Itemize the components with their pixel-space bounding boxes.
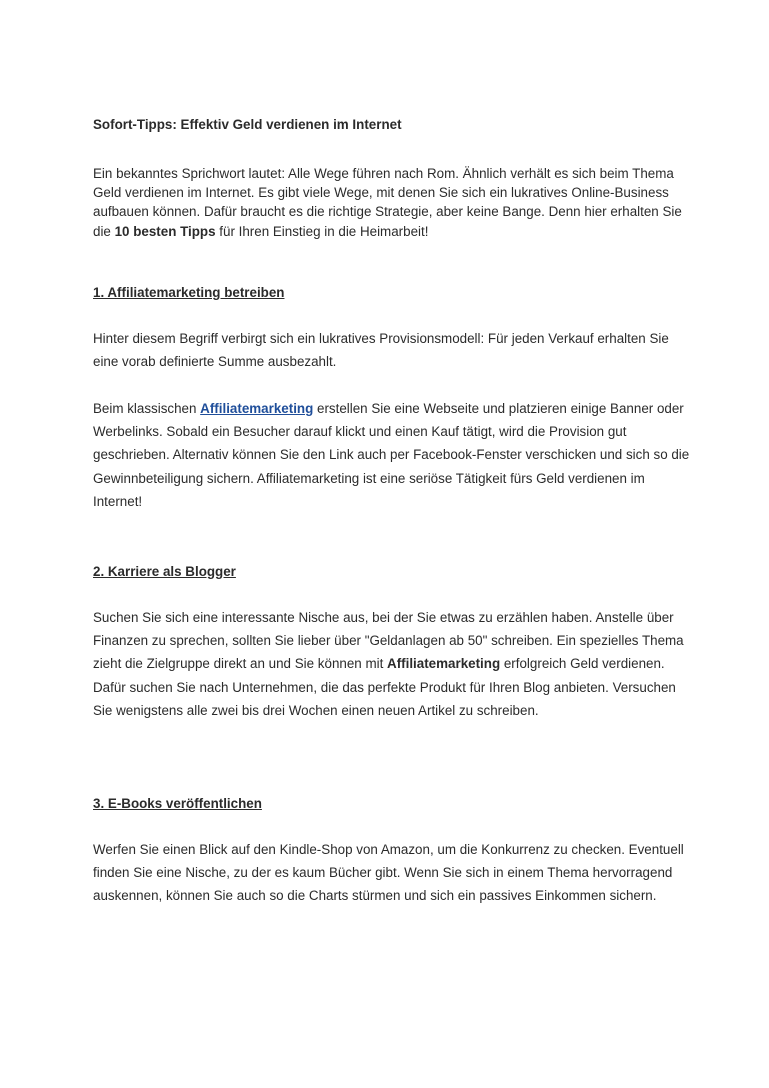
section-2-p1-after: erfolgreich Geld verdienen. Dafür suchen Sie nach Unternehmen, die das perfekte Produkt für Ihren Blog anbieten. Versuchen Sie wenigstens alle zwei bis drei Wochen einen neuen Artikel zu schreiben. <box>93 656 676 718</box>
intro-bold-text: 10 besten Tipps <box>114 223 216 239</box>
section-3-paragraph-1: Werfen Sie einen Blick auf den Kindle-Shop von Amazon, um die Konkurrenz zu checken. Eventuell finden Sie eine Nische, zu der es kaum Bücher gibt. Wenn Sie sich in einem Thema hervorragend auskennen, können Sie auch so die Charts stürmen und sich ein passives Einkommen sichern. <box>93 842 684 904</box>
intro-paragraph <box>93 164 693 241</box>
section-1-heading: 1. Affiliatemarketing betreiben <box>93 285 285 300</box>
section-1-paragraph-2 <box>93 397 693 513</box>
document-title: Sofort-Tipps: Effektiv Geld verdienen im Internet <box>93 117 402 132</box>
section-2-bold-text: Affiliatemarketing <box>387 656 501 672</box>
intro-text-after: für Ihren Einstieg in die Heimarbeit! <box>215 223 429 239</box>
section-2-heading: 2. Karriere als Blogger <box>93 564 236 579</box>
intro-text-before: Ein bekanntes Sprichwort lautet: Alle Wege führen nach Rom. Ähnlich verhält es sich beim Thema Geld verdienen im Internet. Es gibt viele Wege, mit denen Sie sich ein lukratives Online-Business aufbauen können. Dafür braucht es die richtige Strategie, aber keine Bange. Denn hier erhalten Sie die <box>93 166 682 239</box>
section-1-p2-before: Beim klassischen <box>93 401 201 416</box>
document-page <box>93 116 693 904</box>
section-3-heading: 3. E-Books veröffentlichen <box>93 796 262 811</box>
affiliatemarketing-link[interactable]: Affiliatemarketing <box>200 401 314 416</box>
section-1-p2-after: erstellen Sie eine Webseite und platzieren einige Banner oder Werbelinks. Sobald ein Besucher darauf klickt und einen Kauf tätigt, wird die Provision gut geschrieben. Alternativ können Sie den Link auch per Facebook-Fenster verschicken und sich so die Gewinnbeteiligung sichern. Affiliatemarketing ist eine seriöse Tätigkeit fürs Geld verdienen im Internet! <box>93 401 690 509</box>
section-1-paragraph-1: Hinter diesem Begriff verbirgt sich ein lukratives Provisionsmodell: Für jeden Verkauf erhalten Sie eine vorab definierte Summe ausbezahlt. <box>93 331 669 370</box>
section-2-p1-before: Suchen Sie sich eine interessante Nische aus, bei der Sie etwas zu erzählen haben. Anstelle über Finanzen zu sprechen, sollten Sie lieber über "Geldanlagen ab 50" schreiben. Ein spezielles Thema zieht die Zielgruppe direkt an und Sie können mit <box>93 610 684 672</box>
section-2-paragraph-1 <box>93 606 693 722</box>
